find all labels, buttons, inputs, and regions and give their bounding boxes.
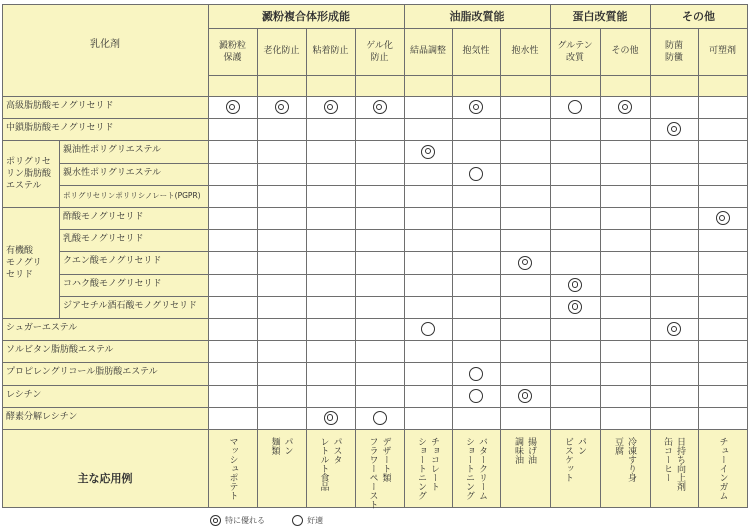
circle-icon — [292, 515, 303, 526]
grid-line-v — [2, 4, 3, 507]
double-circle-icon — [568, 278, 582, 292]
double-circle-icon — [421, 145, 435, 159]
grid-line-v — [257, 28, 258, 507]
row-label: 高級脂肪酸モノグリセリド — [6, 101, 114, 111]
column-header: 粘着防止 — [312, 46, 349, 56]
grid-line-v — [59, 207, 60, 318]
circle-icon — [568, 100, 582, 114]
application-text: 冷凍すり身 — [626, 437, 636, 482]
double-circle-icon — [716, 211, 730, 225]
application-text: 調味油 — [513, 437, 523, 464]
grid-line-h — [2, 207, 747, 208]
double-circle-icon — [469, 100, 483, 114]
double-circle-icon — [324, 100, 338, 114]
application-text: チョコレート — [429, 437, 439, 491]
application-text: 揚げ油 — [526, 437, 536, 464]
application-text: パン — [576, 437, 586, 455]
application-text: ショートニング — [464, 437, 474, 500]
grid-line-h — [2, 407, 747, 408]
grid-line-h — [2, 340, 747, 341]
application-text: デザート類 — [380, 437, 391, 482]
row-label: レシチン — [6, 389, 42, 400]
grid-line-v — [355, 28, 356, 507]
double-circle-icon — [373, 100, 387, 114]
application-text: 麺類 — [269, 437, 280, 455]
grid-line-h — [59, 296, 747, 297]
column-header: 抱気性 — [462, 46, 490, 56]
application-text: パスタ — [331, 437, 342, 464]
grid-line-h — [2, 318, 747, 319]
grid-line-v — [208, 4, 209, 507]
grid-line-h — [2, 118, 747, 119]
application-text: マッシュポテト — [227, 437, 238, 500]
row-label: 乳酸モノグリセリド — [63, 234, 144, 245]
grid-line-h — [208, 75, 747, 76]
double-circle-icon — [667, 122, 681, 136]
grid-line-h — [2, 140, 747, 141]
grid-line-h — [59, 251, 747, 252]
grid-line-h — [2, 4, 747, 5]
application-text: フラワーペースト — [367, 437, 378, 509]
application-text: レトルト食品 — [318, 437, 329, 491]
row-label: 親油性ポリグリエステル — [63, 145, 162, 156]
grid-line-v — [59, 140, 60, 207]
row-label: ソルビタン脂肪酸エステル — [6, 345, 114, 356]
circle-icon — [469, 389, 483, 403]
circle-icon — [469, 167, 483, 181]
double-circle-icon — [518, 389, 532, 403]
double-circle-icon — [518, 256, 532, 270]
application-text: チューインガム — [717, 437, 728, 500]
grid-line-v — [452, 28, 453, 507]
application-text: 缶コーヒー — [662, 437, 672, 482]
double-circle-icon — [324, 411, 338, 425]
grid-line-v — [306, 28, 307, 507]
grid-line-v — [747, 4, 748, 508]
grid-line-h — [59, 274, 747, 275]
grid-line-v — [404, 4, 405, 507]
circle-icon — [421, 322, 435, 336]
group-header: 澱粉複合体形成能 — [262, 10, 350, 23]
grid-line-v — [650, 4, 651, 507]
grid-line-v — [550, 4, 551, 507]
column-header: 老化防止 — [263, 46, 300, 56]
grid-line-h — [2, 385, 747, 386]
circle-icon — [469, 367, 483, 381]
column-header: ゲル化 防止 — [366, 41, 393, 63]
application-text: 豆腐 — [613, 437, 623, 455]
application-text: パン — [282, 437, 293, 455]
row-label: ジアセチル酒石酸モノグリセリド — [63, 300, 198, 311]
row-label: 中鎖脂肪酸モノグリセリド — [6, 123, 114, 134]
group-header: その他 — [682, 10, 715, 23]
row-group-label: ポリグリセ リン脂肪酸 エステル — [6, 156, 52, 191]
legend-double-label: 特に優れる — [225, 516, 265, 525]
row-label: 酵素分解レシチン — [6, 411, 78, 422]
grid-line-h — [208, 28, 747, 29]
application-text: バタークリーム — [477, 437, 487, 500]
corner-label: 乳化剤 — [90, 39, 120, 50]
grid-line-h — [2, 362, 747, 363]
row-label: 酢酸モノグリセリド — [63, 212, 144, 222]
row-label: プロピレングリコール脂肪酸エステル — [6, 367, 158, 378]
grid-line-h — [59, 185, 747, 186]
legend — [210, 514, 323, 528]
double-circle-icon — [275, 100, 289, 114]
column-header: グルテン 改質 — [557, 41, 593, 63]
column-header: 防菌 防黴 — [664, 41, 683, 63]
double-circle-icon — [210, 515, 221, 526]
application-text: 日持ち向上剤 — [675, 437, 685, 491]
application-text: ビスケット — [563, 437, 573, 482]
column-header: 抱水性 — [511, 46, 539, 56]
column-header: 澱粉粒 保護 — [218, 41, 246, 63]
column-header: 可塑剤 — [708, 46, 736, 56]
row-label: クエン酸モノグリセリド — [63, 256, 162, 267]
row-label: コハク酸モノグリセリド — [63, 278, 162, 289]
double-circle-icon — [618, 100, 632, 114]
row-label: シュガーエステル — [6, 323, 78, 333]
application-text: ショートニング — [416, 437, 426, 500]
double-circle-icon — [226, 100, 240, 114]
grid-line-v — [500, 28, 501, 507]
row-label: 親水性ポリグリエステル — [63, 167, 162, 178]
column-header: その他 — [611, 46, 639, 56]
circle-icon — [373, 411, 387, 425]
grid-line-v — [698, 28, 699, 507]
grid-line-v — [600, 28, 601, 507]
grid-line-h — [2, 429, 747, 430]
double-circle-icon — [568, 300, 582, 314]
row-group-label: 有機酸 モノグリ セリド — [6, 245, 42, 280]
row-label: ポリグリセリンポリリシノレート(PGPR) — [63, 190, 201, 200]
group-header: 油脂改質能 — [449, 10, 505, 23]
applications-label: 主な応用例 — [77, 472, 133, 485]
legend-single-label: 好適 — [307, 516, 324, 525]
column-header: 結晶調整 — [409, 46, 446, 56]
group-header: 蛋白改質能 — [572, 10, 628, 23]
double-circle-icon — [667, 322, 681, 336]
grid-line-h — [2, 96, 747, 97]
grid-line-h — [59, 163, 747, 164]
grid-line-h — [59, 229, 747, 230]
